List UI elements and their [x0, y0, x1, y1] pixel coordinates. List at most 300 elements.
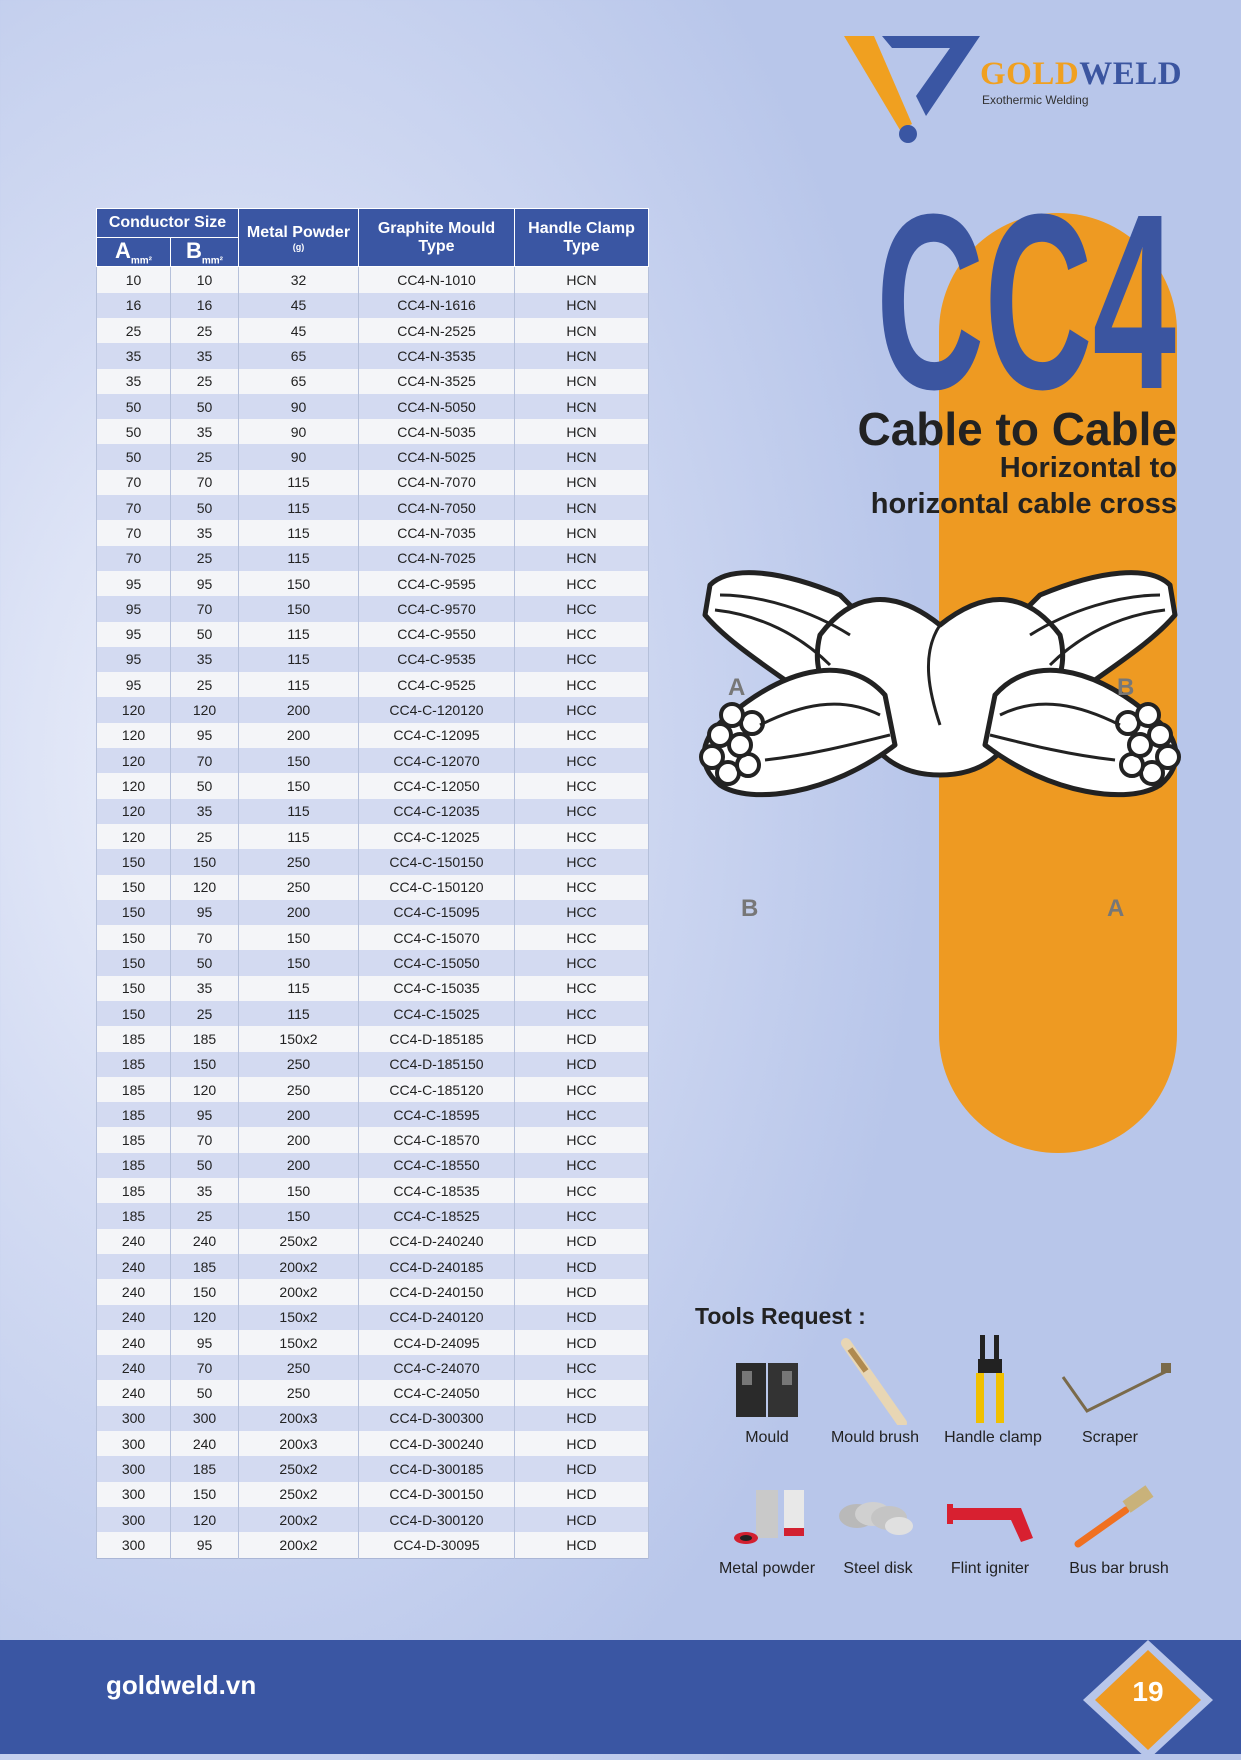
cell-handle-clamp: HCD — [515, 1431, 649, 1456]
brand-name: GOLDWELD — [980, 56, 1183, 92]
cell-b: 35 — [171, 520, 239, 545]
cell-handle-clamp: HCD — [515, 1532, 649, 1558]
cell-handle-clamp: HCC — [515, 1127, 649, 1152]
tool-label: Bus bar brush — [1069, 1560, 1169, 1577]
tool-label: Mould brush — [830, 1429, 920, 1446]
cell-mould-type: CC4-C-9525 — [359, 672, 515, 697]
cell-a: 95 — [97, 622, 171, 647]
cell-a: 70 — [97, 470, 171, 495]
cell-b: 25 — [171, 546, 239, 571]
cell-a: 50 — [97, 394, 171, 419]
cell-metal-powder: 90 — [239, 394, 359, 419]
cell-metal-powder: 250 — [239, 1380, 359, 1405]
cell-metal-powder: 200 — [239, 900, 359, 925]
cell-b: 25 — [171, 672, 239, 697]
cell-mould-type: CC4-D-240150 — [359, 1279, 515, 1304]
table-row — [97, 824, 649, 849]
cell-a: 300 — [97, 1406, 171, 1431]
cell-metal-powder: 115 — [239, 824, 359, 849]
cell-b: 50 — [171, 622, 239, 647]
cell-handle-clamp: HCN — [515, 495, 649, 520]
cell-a: 300 — [97, 1532, 171, 1558]
cell-mould-type: CC4-D-240120 — [359, 1305, 515, 1330]
cell-mould-type: CC4-C-12025 — [359, 824, 515, 849]
table-row — [97, 1203, 649, 1228]
table-row — [97, 1026, 649, 1051]
cell-b: 70 — [171, 925, 239, 950]
cell-mould-type: CC4-N-2525 — [359, 318, 515, 343]
table-row — [97, 748, 649, 773]
cell-metal-powder: 200 — [239, 1102, 359, 1127]
cell-handle-clamp: HCN — [515, 419, 649, 444]
table-row — [97, 1052, 649, 1077]
footer-bar — [0, 1640, 1241, 1754]
cell-b: 50 — [171, 495, 239, 520]
table-row — [97, 1001, 649, 1026]
cell-metal-powder: 150 — [239, 925, 359, 950]
product-code — [868, 168, 1184, 408]
cell-b: 70 — [171, 1127, 239, 1152]
cell-a: 35 — [97, 369, 171, 394]
cell-mould-type: CC4-D-185150 — [359, 1052, 515, 1077]
cell-mould-type: CC4-D-300150 — [359, 1482, 515, 1507]
cell-metal-powder: 115 — [239, 976, 359, 1001]
cell-handle-clamp: HCC — [515, 799, 649, 824]
cell-mould-type: CC4-D-185185 — [359, 1026, 515, 1051]
cell-metal-powder: 250 — [239, 1052, 359, 1077]
cell-mould-type: CC4-N-3525 — [359, 369, 515, 394]
cell-mould-type: CC4-N-5035 — [359, 419, 515, 444]
cell-a: 185 — [97, 1178, 171, 1203]
tool-handle-clamp — [928, 1335, 1058, 1447]
cell-b: 95 — [171, 900, 239, 925]
cell-mould-type: CC4-C-120120 — [359, 697, 515, 722]
cell-a: 300 — [97, 1431, 171, 1456]
tool-label: Mould — [745, 1429, 789, 1446]
table-row — [97, 1532, 649, 1558]
tool-label: Scraper — [1081, 1429, 1139, 1446]
cell-metal-powder: 65 — [239, 369, 359, 394]
brand-logo — [842, 34, 1182, 146]
cell-a: 240 — [97, 1279, 171, 1304]
cell-handle-clamp: HCC — [515, 672, 649, 697]
handle-clamp-icon — [928, 1335, 1058, 1425]
table-row — [97, 267, 649, 293]
cell-b: 185 — [171, 1026, 239, 1051]
cell-b: 25 — [171, 444, 239, 469]
cell-handle-clamp: HCC — [515, 697, 649, 722]
table-row — [97, 622, 649, 647]
cell-handle-clamp: HCC — [515, 622, 649, 647]
table-row — [97, 976, 649, 1001]
cell-a: 150 — [97, 875, 171, 900]
cell-metal-powder: 115 — [239, 546, 359, 571]
cell-metal-powder: 115 — [239, 520, 359, 545]
cell-b: 95 — [171, 1330, 239, 1355]
cell-b: 300 — [171, 1406, 239, 1431]
table-row — [97, 875, 649, 900]
cell-b: 35 — [171, 343, 239, 368]
table-row — [97, 1456, 649, 1481]
cell-a: 120 — [97, 799, 171, 824]
cell-mould-type: CC4-D-30095 — [359, 1532, 515, 1558]
cell-metal-powder: 115 — [239, 622, 359, 647]
cable-cross-illustration — [690, 565, 1190, 935]
cell-metal-powder: 150x2 — [239, 1026, 359, 1051]
header-mould-type: Graphite Mould Type — [359, 209, 515, 267]
cell-a: 95 — [97, 672, 171, 697]
cell-handle-clamp: HCC — [515, 773, 649, 798]
cell-metal-powder: 200x2 — [239, 1507, 359, 1532]
cell-metal-powder: 150x2 — [239, 1305, 359, 1330]
cell-handle-clamp: HCC — [515, 1203, 649, 1228]
cell-metal-powder: 200 — [239, 697, 359, 722]
cell-mould-type: CC4-C-9535 — [359, 647, 515, 672]
cell-mould-type: CC4-C-12070 — [359, 748, 515, 773]
cell-handle-clamp: HCC — [515, 723, 649, 748]
table-row — [97, 520, 649, 545]
illustration-label-b1: B — [1117, 674, 1135, 701]
cell-b: 150 — [171, 849, 239, 874]
cell-metal-powder: 150 — [239, 571, 359, 596]
table-row — [97, 571, 649, 596]
cell-metal-powder: 250 — [239, 849, 359, 874]
cell-metal-powder: 45 — [239, 293, 359, 318]
cell-handle-clamp: HCC — [515, 1001, 649, 1026]
cell-handle-clamp: HCD — [515, 1406, 649, 1431]
table-row — [97, 799, 649, 824]
cell-handle-clamp: HCD — [515, 1482, 649, 1507]
table-row — [97, 1431, 649, 1456]
cell-b: 25 — [171, 318, 239, 343]
cell-mould-type: CC4-N-1010 — [359, 267, 515, 293]
product-subtitle-line2: horizontal cable cross — [870, 488, 1177, 520]
tool-label: Flint igniter — [950, 1560, 1030, 1577]
cell-handle-clamp: HCN — [515, 343, 649, 368]
table-row — [97, 444, 649, 469]
cell-a: 70 — [97, 546, 171, 571]
cell-mould-type: CC4-C-24050 — [359, 1380, 515, 1405]
cell-a: 150 — [97, 900, 171, 925]
cell-handle-clamp: HCN — [515, 318, 649, 343]
cell-mould-type: CC4-C-18550 — [359, 1153, 515, 1178]
cell-mould-type: CC4-D-300240 — [359, 1431, 515, 1456]
cell-handle-clamp: HCN — [515, 520, 649, 545]
cell-mould-type: CC4-C-9595 — [359, 571, 515, 596]
cell-a: 240 — [97, 1254, 171, 1279]
cell-b: 25 — [171, 1001, 239, 1026]
cell-mould-type: CC4-C-9550 — [359, 622, 515, 647]
cell-mould-type: CC4-D-24095 — [359, 1330, 515, 1355]
cell-a: 16 — [97, 293, 171, 318]
cell-metal-powder: 250x2 — [239, 1456, 359, 1481]
cell-mould-type: CC4-C-15025 — [359, 1001, 515, 1026]
cell-a: 185 — [97, 1026, 171, 1051]
spec-table-body — [97, 267, 649, 1558]
cell-metal-powder: 115 — [239, 672, 359, 697]
cell-handle-clamp: HCD — [515, 1305, 649, 1330]
cell-metal-powder: 250 — [239, 1077, 359, 1102]
table-row — [97, 1507, 649, 1532]
bus-bar-brush-icon — [1054, 1466, 1184, 1556]
cell-a: 150 — [97, 925, 171, 950]
cell-mould-type: CC4-C-15050 — [359, 950, 515, 975]
website-link[interactable]: goldweld.vn — [106, 1670, 257, 1700]
cell-metal-powder: 250x2 — [239, 1482, 359, 1507]
cell-b: 120 — [171, 697, 239, 722]
cell-b: 10 — [171, 267, 239, 293]
cell-handle-clamp: HCC — [515, 1355, 649, 1380]
cell-b: 95 — [171, 1102, 239, 1127]
cell-a: 150 — [97, 950, 171, 975]
cell-metal-powder: 200x2 — [239, 1254, 359, 1279]
cell-b: 35 — [171, 419, 239, 444]
tool-label: Steel disk — [843, 1560, 913, 1577]
cell-mould-type: CC4-C-12050 — [359, 773, 515, 798]
table-row — [97, 495, 649, 520]
page-number: 19 — [1132, 1676, 1164, 1707]
cell-a: 240 — [97, 1229, 171, 1254]
cell-a: 150 — [97, 976, 171, 1001]
cell-b: 150 — [171, 1279, 239, 1304]
cell-handle-clamp: HCC — [515, 1178, 649, 1203]
cell-mould-type: CC4-D-300300 — [359, 1406, 515, 1431]
spec-table — [96, 208, 649, 1559]
cell-mould-type: CC4-N-7050 — [359, 495, 515, 520]
cell-a: 50 — [97, 444, 171, 469]
cell-a: 10 — [97, 267, 171, 293]
cell-handle-clamp: HCC — [515, 1077, 649, 1102]
cell-b: 95 — [171, 1532, 239, 1558]
table-row — [97, 1305, 649, 1330]
cell-b: 240 — [171, 1229, 239, 1254]
cell-b: 35 — [171, 976, 239, 1001]
cell-b: 150 — [171, 1482, 239, 1507]
cell-b: 150 — [171, 1052, 239, 1077]
table-row — [97, 1102, 649, 1127]
cell-metal-powder: 115 — [239, 1001, 359, 1026]
header-a: $A_{mm^2}$ — [97, 238, 171, 267]
cell-b: 95 — [171, 723, 239, 748]
cell-mould-type: CC4-N-5025 — [359, 444, 515, 469]
cell-metal-powder: 200 — [239, 1153, 359, 1178]
cell-b: 25 — [171, 824, 239, 849]
cell-mould-type: CC4-N-5050 — [359, 394, 515, 419]
cell-mould-type: CC4-C-15095 — [359, 900, 515, 925]
cell-b: 35 — [171, 799, 239, 824]
cell-handle-clamp: HCN — [515, 267, 649, 293]
cell-metal-powder: 200x3 — [239, 1431, 359, 1456]
tool-scraper — [1045, 1335, 1175, 1447]
cell-a: 25 — [97, 318, 171, 343]
tool-label: Metal powder — [718, 1560, 816, 1577]
cell-b: 70 — [171, 470, 239, 495]
cell-handle-clamp: HCD — [515, 1026, 649, 1051]
cell-a: 240 — [97, 1380, 171, 1405]
cell-mould-type: CC4-N-7070 — [359, 470, 515, 495]
cell-b: 35 — [171, 1178, 239, 1203]
table-row — [97, 697, 649, 722]
cell-handle-clamp: HCC — [515, 875, 649, 900]
cell-a: 50 — [97, 419, 171, 444]
cell-mould-type: CC4-D-300185 — [359, 1456, 515, 1481]
cell-metal-powder: 150 — [239, 950, 359, 975]
cell-metal-powder: 150 — [239, 748, 359, 773]
cell-handle-clamp: HCC — [515, 1380, 649, 1405]
cell-metal-powder: 65 — [239, 343, 359, 368]
cell-metal-powder: 115 — [239, 799, 359, 824]
cell-metal-powder: 150 — [239, 1203, 359, 1228]
cell-handle-clamp: HCN — [515, 444, 649, 469]
cell-b: 25 — [171, 1203, 239, 1228]
cell-metal-powder: 200 — [239, 723, 359, 748]
cell-mould-type: CC4-C-9570 — [359, 596, 515, 621]
cell-handle-clamp: HCN — [515, 470, 649, 495]
product-title: Cable to Cable — [857, 403, 1177, 455]
cell-b: 50 — [171, 1153, 239, 1178]
cell-b: 120 — [171, 1305, 239, 1330]
cell-a: 240 — [97, 1355, 171, 1380]
cell-mould-type: CC4-C-12095 — [359, 723, 515, 748]
cell-a: 185 — [97, 1153, 171, 1178]
cell-a: 185 — [97, 1052, 171, 1077]
cell-a: 120 — [97, 824, 171, 849]
tools-title: Tools Request : — [695, 1303, 866, 1329]
table-row — [97, 470, 649, 495]
product-subtitle-line1: Horizontal to — [999, 452, 1177, 484]
cell-mould-type: CC4-N-7035 — [359, 520, 515, 545]
cell-mould-type: CC4-D-240240 — [359, 1229, 515, 1254]
table-row — [97, 1330, 649, 1355]
table-row — [97, 1355, 649, 1380]
table-row — [97, 369, 649, 394]
header-conductor-size: Conductor Size — [97, 209, 239, 238]
cell-handle-clamp: HCC — [515, 571, 649, 596]
cell-metal-powder: 90 — [239, 444, 359, 469]
cell-a: 120 — [97, 723, 171, 748]
table-row — [97, 546, 649, 571]
cell-handle-clamp: HCD — [515, 1456, 649, 1481]
cell-a: 120 — [97, 748, 171, 773]
tool-label: Handle clamp — [944, 1429, 1042, 1446]
cell-a: 70 — [97, 495, 171, 520]
scraper-icon — [1045, 1335, 1175, 1425]
table-row — [97, 773, 649, 798]
header-handle-clamp-type: Handle Clamp Type — [515, 209, 649, 267]
cell-metal-powder: 200x2 — [239, 1279, 359, 1304]
table-row — [97, 1482, 649, 1507]
table-row — [97, 1406, 649, 1431]
cell-handle-clamp: HCC — [515, 1102, 649, 1127]
table-row — [97, 318, 649, 343]
cell-a: 95 — [97, 596, 171, 621]
cell-b: 50 — [171, 1380, 239, 1405]
cell-metal-powder: 150 — [239, 773, 359, 798]
table-row — [97, 1254, 649, 1279]
cell-b: 50 — [171, 394, 239, 419]
cell-a: 35 — [97, 343, 171, 368]
cell-b: 70 — [171, 1355, 239, 1380]
cell-handle-clamp: HCC — [515, 748, 649, 773]
cell-metal-powder: 45 — [239, 318, 359, 343]
tool-flint-igniter — [925, 1466, 1055, 1578]
cell-mould-type: CC4-C-18570 — [359, 1127, 515, 1152]
cell-mould-type: CC4-N-3535 — [359, 343, 515, 368]
cell-b: 50 — [171, 950, 239, 975]
table-row — [97, 394, 649, 419]
cell-b: 50 — [171, 773, 239, 798]
table-row — [97, 293, 649, 318]
cell-a: 120 — [97, 697, 171, 722]
cell-b: 120 — [171, 875, 239, 900]
cell-metal-powder: 90 — [239, 419, 359, 444]
tool-mould-brush — [810, 1335, 940, 1447]
table-row — [97, 723, 649, 748]
table-row — [97, 672, 649, 697]
cell-b: 185 — [171, 1456, 239, 1481]
cell-a: 240 — [97, 1305, 171, 1330]
steel-disk-icon — [813, 1466, 943, 1556]
cell-handle-clamp: HCN — [515, 293, 649, 318]
cell-handle-clamp: HCD — [515, 1507, 649, 1532]
cell-mould-type: CC4-C-185120 — [359, 1077, 515, 1102]
table-row — [97, 1229, 649, 1254]
cell-handle-clamp: HCN — [515, 369, 649, 394]
table-row — [97, 849, 649, 874]
header-metal-powder: Metal Powder (g) — [239, 209, 359, 267]
cell-b: 120 — [171, 1077, 239, 1102]
table-row — [97, 596, 649, 621]
table-row — [97, 1127, 649, 1152]
cell-a: 300 — [97, 1507, 171, 1532]
cell-mould-type: CC4-C-18535 — [359, 1178, 515, 1203]
cell-a: 185 — [97, 1077, 171, 1102]
cell-a: 70 — [97, 520, 171, 545]
cell-b: 95 — [171, 571, 239, 596]
cell-handle-clamp: HCD — [515, 1229, 649, 1254]
cell-metal-powder: 250 — [239, 1355, 359, 1380]
cell-handle-clamp: HCC — [515, 925, 649, 950]
cell-b: 240 — [171, 1431, 239, 1456]
cell-mould-type: CC4-D-240185 — [359, 1254, 515, 1279]
cell-a: 300 — [97, 1456, 171, 1481]
cell-b: 185 — [171, 1254, 239, 1279]
cell-handle-clamp: HCC — [515, 824, 649, 849]
cell-a: 185 — [97, 1127, 171, 1152]
cell-metal-powder: 150 — [239, 1178, 359, 1203]
cell-mould-type: CC4-C-18595 — [359, 1102, 515, 1127]
cell-a: 120 — [97, 773, 171, 798]
cell-a: 150 — [97, 849, 171, 874]
cell-metal-powder: 150x2 — [239, 1330, 359, 1355]
cell-handle-clamp: HCC — [515, 950, 649, 975]
cell-handle-clamp: HCN — [515, 546, 649, 571]
cell-metal-powder: 115 — [239, 470, 359, 495]
cell-metal-powder: 200x3 — [239, 1406, 359, 1431]
cell-mould-type: CC4-D-300120 — [359, 1507, 515, 1532]
cell-b: 35 — [171, 647, 239, 672]
table-row — [97, 1178, 649, 1203]
cell-handle-clamp: HCD — [515, 1330, 649, 1355]
cell-a: 300 — [97, 1482, 171, 1507]
table-row — [97, 419, 649, 444]
brand-tagline: Exothermic Welding — [982, 93, 1089, 107]
illustration-label-b2: B — [741, 895, 759, 922]
cell-handle-clamp: HCC — [515, 900, 649, 925]
mould-brush-icon — [810, 1335, 940, 1425]
cell-a: 185 — [97, 1203, 171, 1228]
cell-handle-clamp: HCD — [515, 1052, 649, 1077]
